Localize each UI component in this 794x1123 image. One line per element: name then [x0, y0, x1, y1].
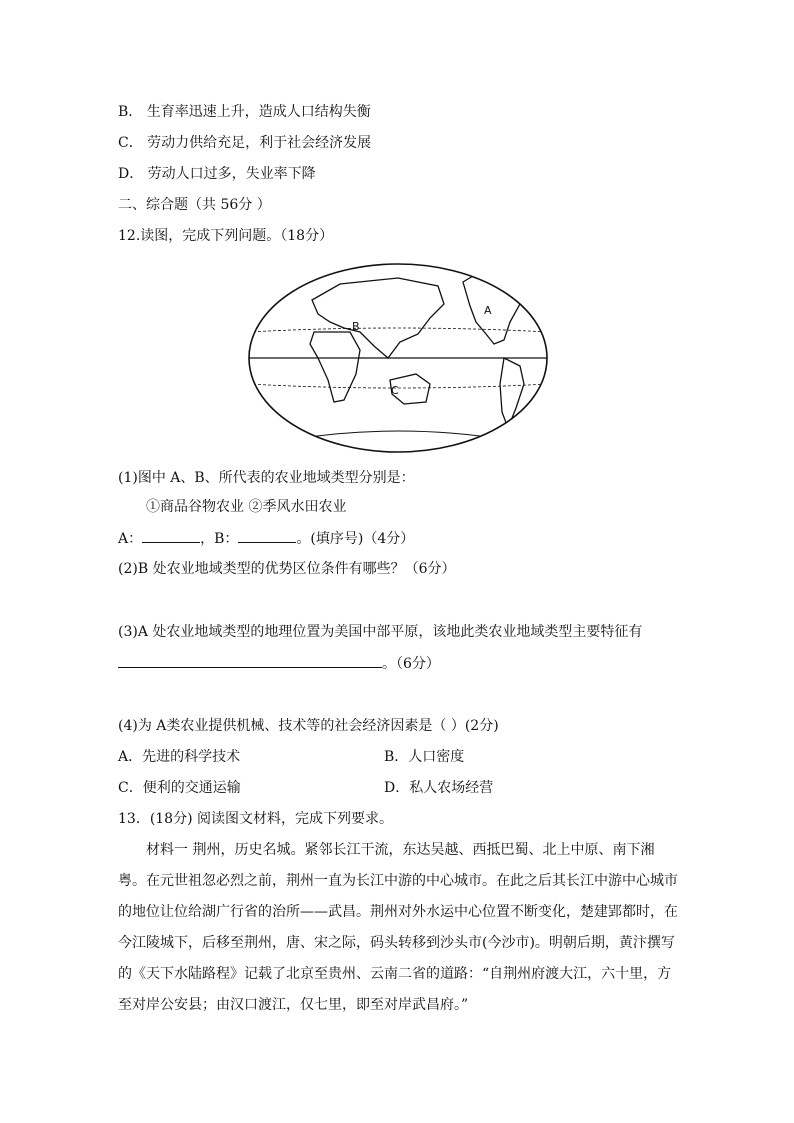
- q12-sub4: (4)为 A类农业提供机械、技术等的社会经济因素是（ ）(2分): [118, 718, 499, 734]
- q12-sub3-answer: [118, 653, 440, 674]
- q12-sub4-option-c: C．便利的交通运输: [118, 780, 241, 796]
- section2-title: 二、综合题（共 56分 ）: [118, 197, 271, 213]
- answer-a-blank[interactable]: [142, 528, 200, 543]
- q12-sub4-option-a: A．先进的科学技术: [118, 749, 241, 765]
- q13-stem: 13．(18分) 阅读图文材料，完成下列要求。: [118, 811, 394, 827]
- q12-sub4-option-d: D．私人农场经营: [384, 780, 494, 796]
- option-c-prev: C． 劳动力供给充足，利于社会经济发展: [118, 135, 372, 151]
- q12-sub3: (3)A 处农业地域类型的地理位置为美国中部平原，该地此类农业地域类型主要特征有: [118, 624, 643, 640]
- q13-material1: [118, 835, 678, 1021]
- world-map: [248, 262, 548, 454]
- q12-sub4-option-b: B．人口密度: [384, 749, 465, 765]
- answer-b-blank[interactable]: [238, 528, 296, 543]
- map-label-b: B: [352, 320, 360, 333]
- map-label-c: C: [391, 384, 399, 397]
- option-d-prev: D． 劳动人口过多，失业率下降: [118, 166, 316, 182]
- option-b-prev: B． 生育率迅速上升，造成人口结构失衡: [118, 104, 371, 120]
- q12-sub1-answer: [118, 528, 414, 549]
- sub3-blank[interactable]: [118, 653, 382, 668]
- answer-b-label: ，B：: [200, 531, 239, 547]
- q12-sub1-choices: ①商品谷物农业 ②季风水田农业: [146, 499, 347, 515]
- q12-sub1: (1)图中 A、B、所代表的农业地域类型分别是：: [118, 470, 415, 486]
- sub3-suffix: 。（6分）: [382, 656, 440, 672]
- answer-a-label: A：: [118, 531, 143, 547]
- q12-sub2: (2)B 处农业地域类型的优势区位条件有哪些？（6分）: [118, 561, 456, 577]
- material1-text: 材料一 荆州，历史名城。紧邻长江干流，东达吴越、西抵巴蜀、北上中原、南下湘粤。在元世祖忽必烈之前，荆州一直为长江中游的中心城市。在此之后其长江中游中心城市的地位让位给湖广行省的治所——武昌。荆州对外水运中心位置不断变化，楚建郢都时，在今江陵城下，后移至荆州，唐、宋之际，码头转移到沙头市(今沙市)。明朝后期，黄汴撰写的《天下水陆路程》记载了北京至贵州、云南二省的道路：“自荆州府渡大江，六十里，方至对岸公安县；由汉口渡江，仅七里，即至对岸武昌府。”: [118, 842, 678, 1013]
- answer-suffix: 。(填序号)（4分）: [296, 531, 415, 547]
- q12-stem: 12.读图，完成下列问题。（18分）: [118, 228, 334, 244]
- map-label-a: A: [484, 304, 492, 317]
